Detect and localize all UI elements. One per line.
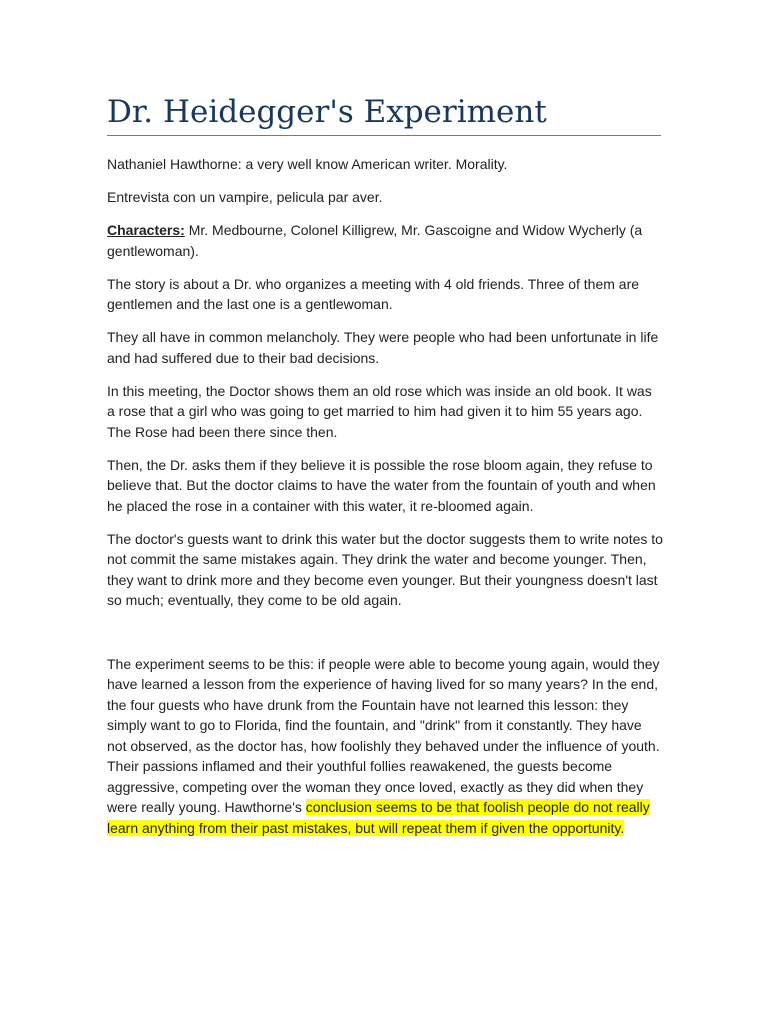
paragraph-experiment bbox=[107, 654, 663, 839]
paragraph-story: The story is about a Dr. who organizes a meeting with 4 old friends. Three of them are gentlemen and the last one is a gentlewoman. bbox=[107, 275, 640, 312]
paragraph-guests: The doctor's guests want to drink this water but the doctor suggests them to write notes to not commit the same mistakes again. They drink the water and become younger. Then, they want to drink more and they become even younger. But their youngness doesn't last so much; eventually, they come to be old again. bbox=[107, 530, 663, 608]
highlighted-conclusion: conclusion seems to be that foolish people do not really learn anything from their past mistakes, but will repeat them if given the opportunity. bbox=[107, 799, 650, 836]
paragraph-rose: In this meeting, the Doctor shows them an old rose which was inside an old book. It was a rose that a girl who was going to get married to him had given it to him 55 years ago. The Rose had been there since then. bbox=[107, 382, 652, 440]
paragraph-bloom: Then, the Dr. asks them if they believe it is possible the rose bloom again, they refuse to believe that. But the doctor claims to have the water from the fountain of youth and when he placed the rose in a container with this water, it re-bloomed again. bbox=[107, 456, 656, 514]
document-title: Dr. Heidegger's Experiment bbox=[107, 94, 547, 130]
characters-label: Characters: bbox=[107, 222, 185, 238]
document-body bbox=[107, 154, 663, 851]
characters-text: Mr. Medbourne, Colonel Killigrew, Mr. Gascoigne and Widow Wycherly (a gentlewoman). bbox=[107, 222, 643, 259]
experiment-text: The experiment seems to be this: if people were able to become young again, would they have learned a lesson from the experience of having lived for so many years? In the end, the four guests who have drunk from the Fountain have not learned this lesson: they simply want to go to Florida, find the fountain, and "drink" from it constantly. They have not observed, as the doctor has, how foolishly they behaved under the influence of youth. Their passions inflamed and their youthful follies reawakened, the guests become aggressive, competing over the woman they once loved, exactly as they did when they were really young. Hawthorne's bbox=[107, 655, 660, 815]
paragraph-interview: Entrevista con un vampire, pelicula par aver. bbox=[107, 189, 383, 205]
paragraph-characters bbox=[107, 220, 663, 261]
paragraph-melancholy: They all have in common melancholy. They were people who had been unfortunate in life and had suffered due to their bad decisions. bbox=[107, 329, 659, 366]
paragraph-author: Nathaniel Hawthorne: a very well know American writer. Morality. bbox=[107, 156, 508, 172]
title-underline-rule bbox=[107, 135, 661, 136]
